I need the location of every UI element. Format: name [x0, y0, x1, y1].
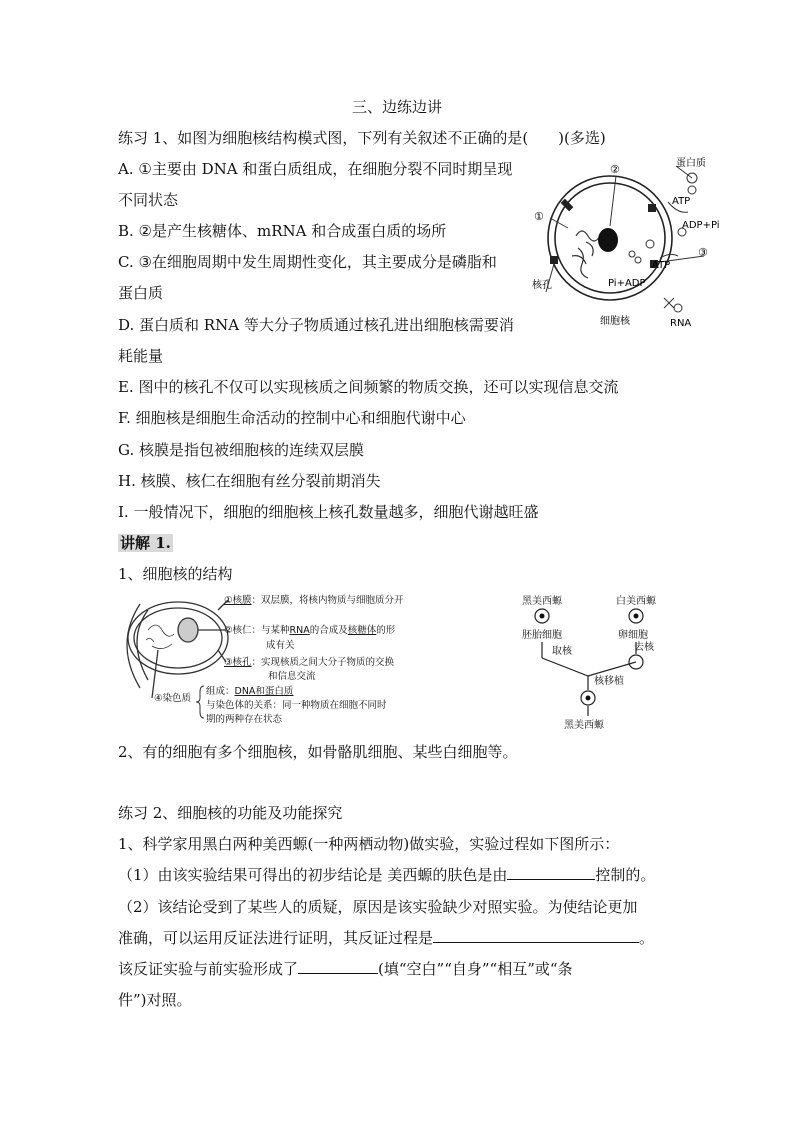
answer-blank-3[interactable]	[298, 959, 378, 974]
lecture1-heading: 讲解 1.	[120, 534, 171, 552]
option-h: H. 核膜、核仁在细胞有丝分裂前期消失	[118, 472, 381, 490]
struct-chromatin-rel: 与染色体的关系：同一种物质在细胞不同时	[206, 700, 387, 711]
nucleus-structure-figure	[528, 156, 728, 334]
axo-black: 黑美西螈	[522, 596, 562, 607]
fig-atp-top: ATP	[672, 196, 691, 207]
fig-rna: RNA	[670, 318, 692, 329]
axo-result: 黑美西螈	[564, 720, 604, 731]
ex2-sub1: （1）由该实验结果可得出的初步结论是 美西螈的肤色是由 控制的。	[118, 866, 656, 884]
fig-label-2: ②	[610, 163, 620, 176]
option-f: F. 细胞核是细胞生命活动的控制中心和细胞代谢中心	[118, 409, 466, 427]
struct-nuclear-membrane: ①核膜：双层膜，将核内物质与细胞质分开	[224, 595, 404, 606]
ex2-sub2-line4: 件”)对照。	[118, 991, 192, 1009]
ex2-sub2-line3: 该反证实验与前实验形成了 (填“空白”“自身”“相互”或“条	[118, 960, 573, 978]
option-e: E. 图中的核孔不仅可以实现核质之间频繁的物质交换，还可以实现信息交流	[118, 378, 619, 396]
lecture1-point2: 2、有的细胞有多个细胞核，如骨骼肌细胞、某些白细胞等。	[118, 743, 518, 761]
axolotl-experiment-diagram	[508, 592, 708, 732]
option-c-line2: 蛋白质	[118, 284, 164, 302]
option-a-line1: A. ①主要由 DNA 和蛋白质组成，在细胞分裂不同时期呈现	[118, 160, 513, 178]
axo-remove: 去核	[634, 642, 654, 653]
struct-chromatin-rel-cont: 期的两种存在状态	[206, 714, 283, 725]
section-title: 三、边练边讲	[351, 98, 442, 116]
struct-chromatin-comp: 组成：DNA和蛋白质	[206, 686, 294, 697]
nucleus-structure-diagram	[118, 590, 428, 730]
fig-pi-adp: Pi+ADP	[608, 278, 646, 289]
option-i: I. 一般情况下，细胞的细胞核上核孔数量越多，细胞代谢越旺盛	[118, 503, 539, 521]
fig-nucleus: 细胞核	[600, 316, 630, 327]
fig-protein: 蛋白质	[676, 158, 706, 169]
struct-nucleolus: ②核仁：与某种RNA的合成及核糖体的形	[224, 625, 396, 636]
fig-atp-mid: ATP	[652, 260, 671, 271]
option-g: G. 核膜是指包被细胞核的连续双层膜	[118, 441, 364, 459]
struct-nucleolus-cont: 成有关	[266, 640, 295, 651]
struct-pore-cont: 和信息交流	[268, 671, 316, 682]
option-b: B. ②是产生核糖体、mRNA 和合成蛋白质的场所	[118, 222, 447, 240]
lecture1-point1: 1、细胞核的结构	[118, 565, 233, 583]
fig-label-1: ①	[534, 210, 544, 223]
option-d-line2: 耗能量	[118, 347, 164, 365]
answer-blank-2[interactable]	[433, 928, 639, 943]
ex2-sub2-line1: （2）该结论受到了某些人的质疑，原因是该实验缺少对照实验。为使结论更加	[118, 898, 638, 916]
struct-chromatin: ④染色质	[154, 693, 192, 704]
fig-pore: 核孔	[532, 280, 552, 291]
fig-label-3: ③	[698, 246, 708, 259]
axo-white: 白美西螈	[616, 596, 656, 607]
answer-blank-1[interactable]	[507, 865, 595, 880]
ex1-question: 练习 1、如图为细胞核结构模式图，下列有关叙述不正确的是( )(多选)	[118, 129, 606, 147]
axo-egg: 卵细胞	[618, 630, 648, 641]
option-d-line1: D. 蛋白质和 RNA 等大分子物质通过核孔进出细胞核需要消	[118, 316, 514, 334]
ex2-q1: 1、科学家用黑白两种美西螈(一种两栖动物)做实验，实验过程如下图所示：	[118, 835, 620, 853]
ex2-sub2-line2: 准确，可以运用反证法进行证明，其反证过程是 。	[118, 929, 655, 947]
struct-pore: ③核孔：实现核质之间大分子物质的交换	[224, 657, 395, 668]
axo-embryo: 胚胎细胞	[522, 630, 562, 641]
option-a-line2: 不同状态	[118, 191, 179, 209]
ex2-heading: 练习 2、细胞核的功能及功能探究	[118, 804, 343, 822]
axo-transplant: 核移植	[594, 676, 624, 687]
axo-take: 取核	[552, 646, 572, 657]
fig-adp-pi: ADP+Pi	[682, 220, 720, 231]
option-c-line1: C. ③在细胞周期中发生周期性变化，其主要成分是磷脂和	[118, 253, 497, 271]
